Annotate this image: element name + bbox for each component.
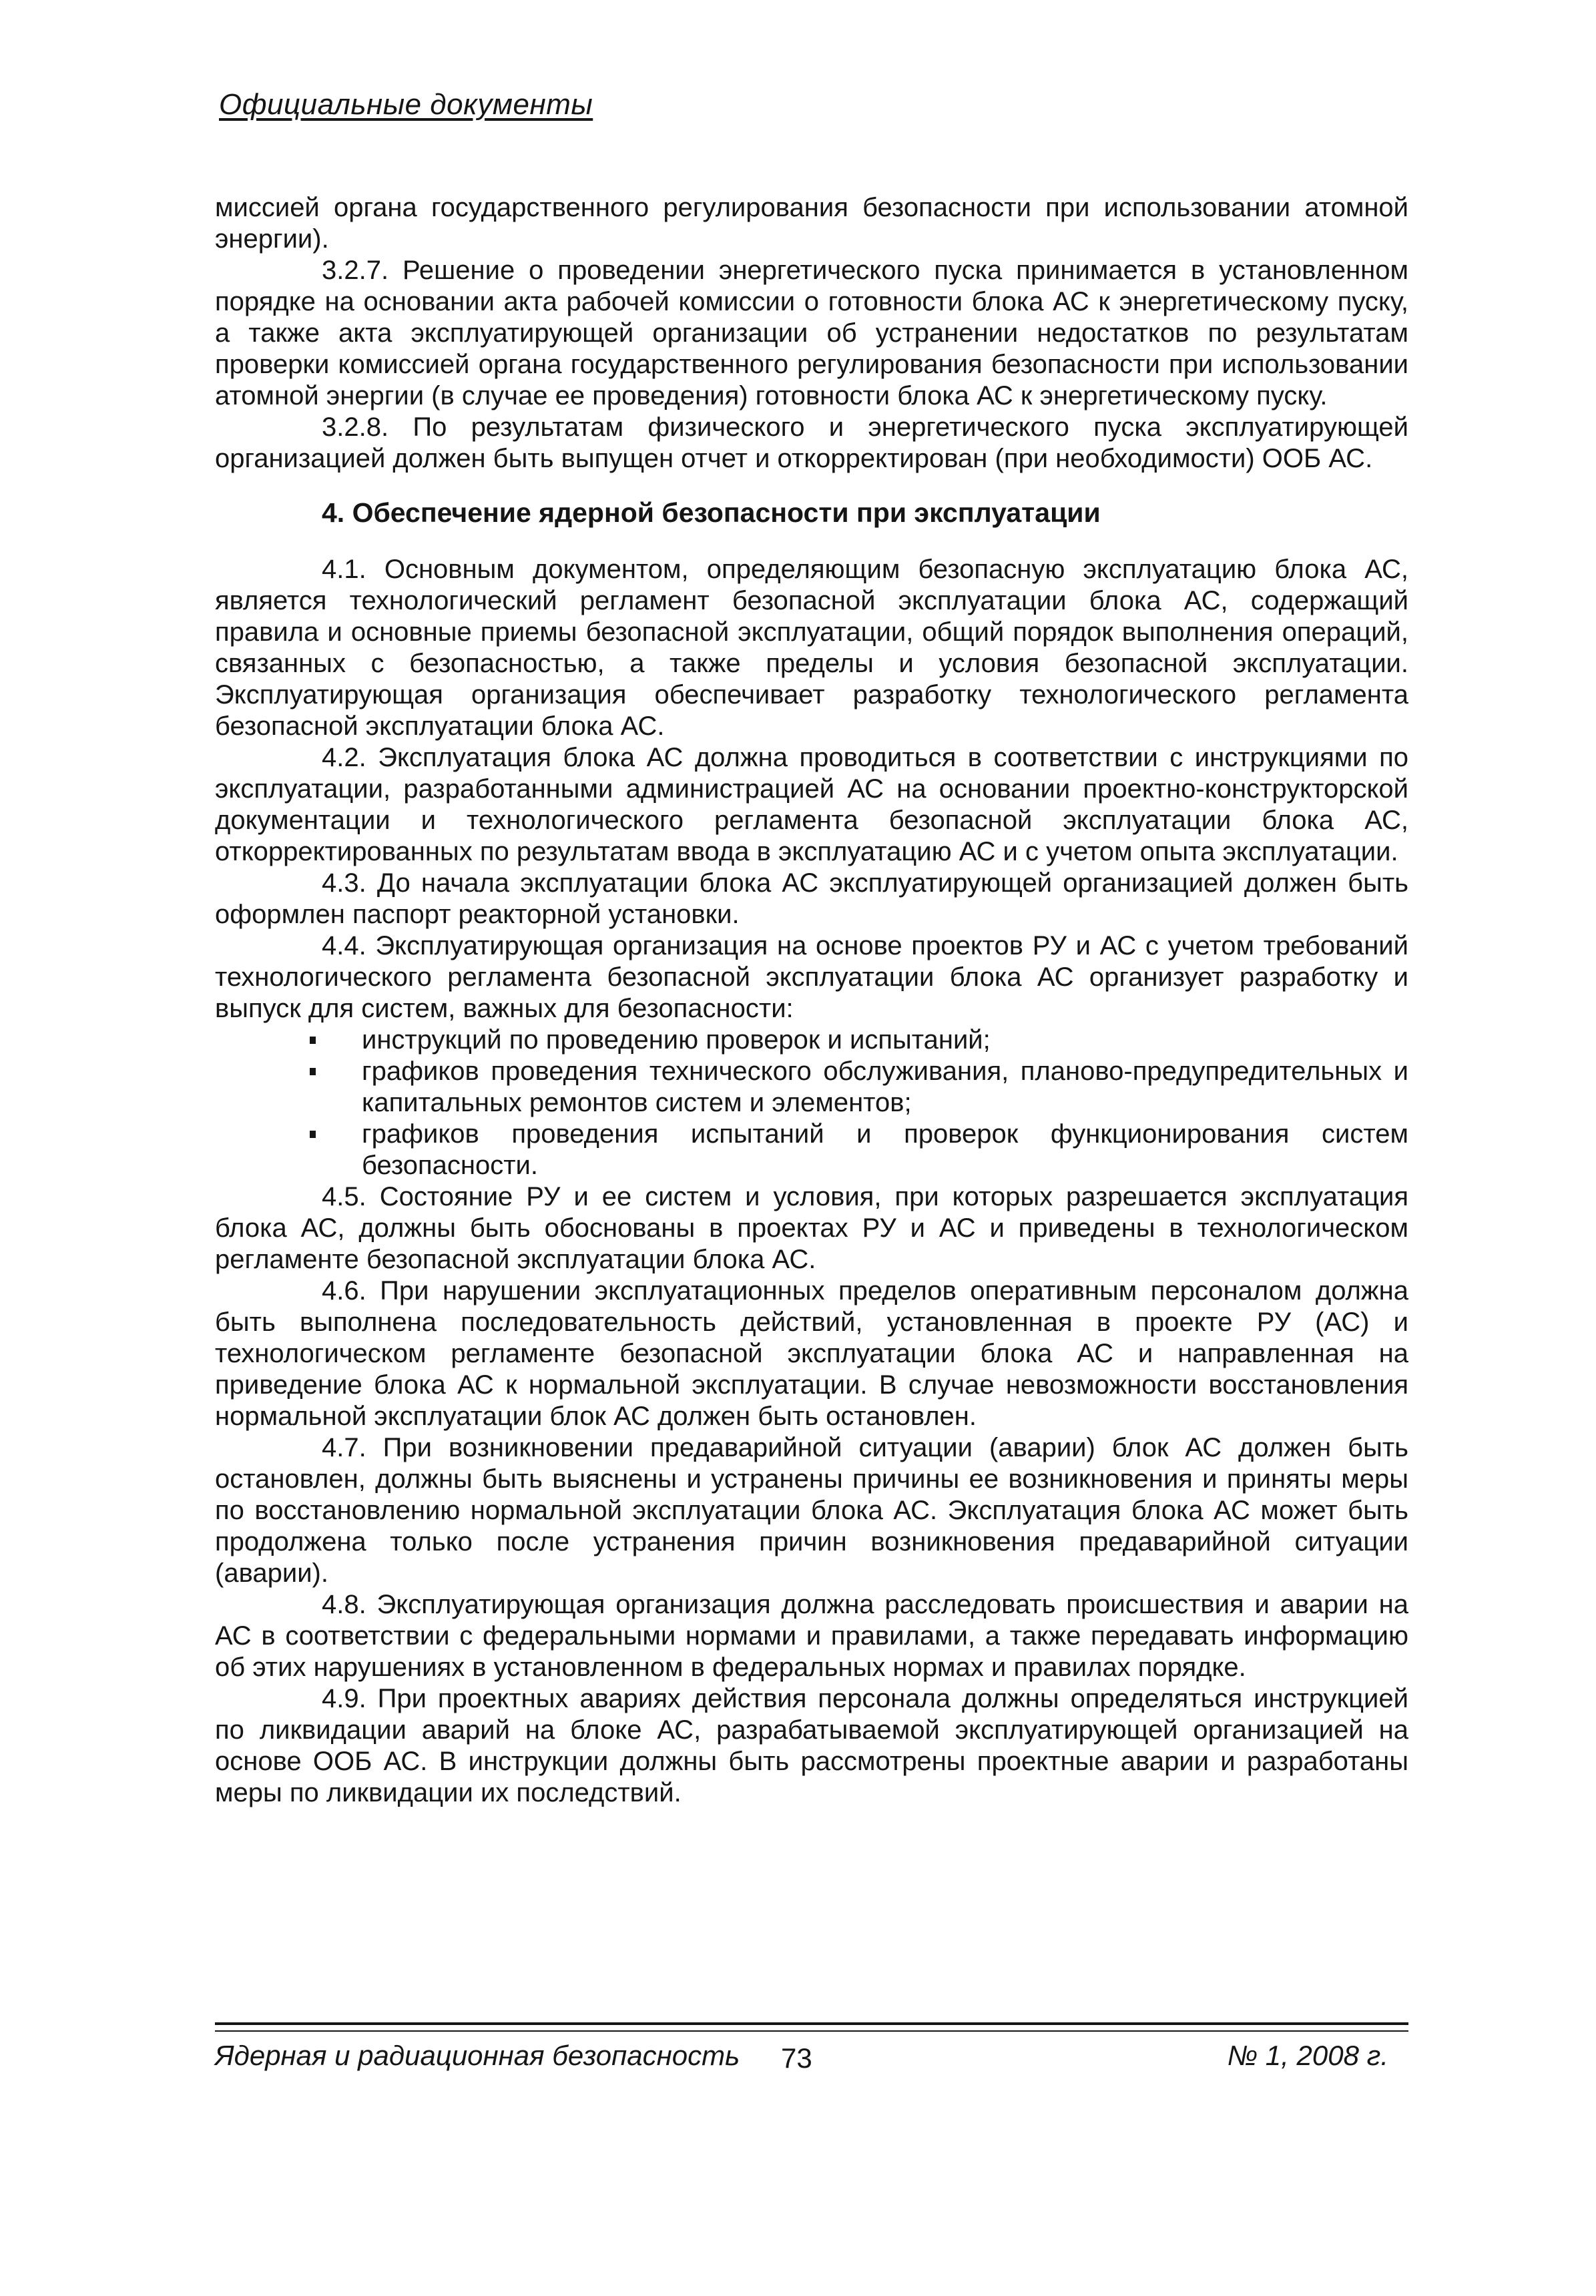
paragraph-3-2-7: 3.2.7. Решение о проведении энергетического пуска принимается в установленном порядке на основании акта рабочей комиссии о готовности блока АС к энергетическому пуску, а также акта эксплуатирующей организации об устранении недостатков по результатам проверки комиссией органа государственного регулирования безопасности при использовании атомной энергии (в случае ее проведения) готовности блока АС к энергетическому пуску. bbox=[215, 256, 1408, 410]
list-item bbox=[215, 1119, 1408, 1181]
footer-issue: № 1, 2008 г. bbox=[1227, 2040, 1388, 2071]
bullet-list bbox=[215, 1025, 1408, 1181]
square-bullet-icon bbox=[310, 1131, 316, 1138]
page-footer bbox=[215, 2022, 1408, 2080]
document-body bbox=[215, 192, 1408, 1809]
footer-row bbox=[215, 2040, 1408, 2080]
list-item bbox=[215, 1056, 1408, 1119]
list-item-text: инструкций по проведению проверок и испытаний; bbox=[362, 1025, 991, 1055]
paragraph-4-7: 4.7. При возникновении предаварийной ситуации (аварии) блок АС должен быть остановлен, должны быть выяснены и устранены причины ее возникновения и приняты меры по восстановлению нормальной эксплуатации блока АС. Эксплуатация блока АС может быть продолжена только после устранения причин возникновения предаварийной ситуации (аварии). bbox=[215, 1433, 1408, 1588]
running-header-title: Официальные документы bbox=[219, 88, 593, 121]
list-item-text: графиков проведения испытаний и проверок функционирования систем безопасности. bbox=[362, 1119, 1408, 1180]
paragraph-4-1: 4.1. Основным документом, определяющим безопасную эксплуатацию блока АС, является технологический регламент безопасной эксплуатации блока АС, содержащий правила и основные приемы безопасной эксплуатации, общий порядок выполнения операций, связанных с безопасностью, а также пределы и условия безопасной эксплуатации. Эксплуатирующая организация обеспечивает разработку технологического регламента безопасной эксплуатации блока АС. bbox=[215, 555, 1408, 741]
paragraph-4-9: 4.9. При проектных авариях действия персонала должны определяться инструкцией по ликвидации аварий на блоке АС, разрабатываемой эксплуатирующей организацией на основе ООБ АС. В инструкции должны быть рассмотрены проектные аварии и разработаны меры по ликвидации их последствий. bbox=[215, 1684, 1408, 1807]
list-item-text: графиков проведения технического обслуживания, планово-предупредительных и капитальных ремонтов систем и элементов; bbox=[362, 1057, 1408, 1117]
page-number: 73 bbox=[781, 2042, 812, 2074]
footer-rule-thin bbox=[215, 2030, 1408, 2032]
paragraph-4-8: 4.8. Эксплуатирующая организация должна расследовать происшествия и аварии на АС в соответствии с федеральными нормами и правилами, а также передавать информацию об этих нарушениях в установленном в федеральных нормах и правилах порядке. bbox=[215, 1590, 1408, 1682]
paragraph-4-3: 4.3. До начала эксплуатации блока АС эксплуатирующей организацией должен быть оформлен паспорт реакторной установки. bbox=[215, 868, 1408, 929]
paragraph-4-6: 4.6. При нарушении эксплуатационных пределов оперативным персоналом должна быть выполнена последовательность действий, установленная в проекте РУ (АС) и технологическом регламенте безопасной эксплуатации блока АС и направленная на приведение блока АС к нормальной эксплуатации. В случае невозможности восстановления нормальной эксплуатации блок АС должен быть остановлен. bbox=[215, 1276, 1408, 1431]
footer-journal-title: Ядерная и радиационная безопасность bbox=[215, 2040, 740, 2071]
paragraph-4-2: 4.2. Эксплуатация блока АС должна проводиться в соответствии с инструкциями по эксплуатации, разработанными администрацией АС на основании проектно-конструкторской документации и технологического регламента безопасной эксплуатации блока АС, откорректированных по результатам ввода в эксплуатацию АС и с учетом опыта эксплуатации. bbox=[215, 743, 1408, 866]
paragraph-4-5: 4.5. Состояние РУ и ее систем и условия, при которых разрешается эксплуатация блока АС, должны быть обоснованы в проектах РУ и АС и приведены в технологическом регламенте безопасной эксплуатации блока АС. bbox=[215, 1182, 1408, 1274]
section-heading: 4. Обеспечение ядерной безопасности при эксплуатации bbox=[322, 497, 1101, 528]
paragraph-continuation: миссией органа государственного регулирования безопасности при использовании атомной энергии). bbox=[215, 193, 1408, 254]
list-item bbox=[215, 1025, 1408, 1056]
paragraph-3-2-8: 3.2.8. По результатам физического и энергетического пуска эксплуатирующей организацией должен быть выпущен отчет и откорректирован (при необходимости) ООБ АС. bbox=[215, 412, 1408, 473]
square-bullet-icon bbox=[310, 1068, 316, 1075]
square-bullet-icon bbox=[310, 1037, 316, 1044]
paragraph-4-4: 4.4. Эксплуатирующая организация на основе проектов РУ и АС с учетом требований технологического регламента безопасной эксплуатации блока АС организует разработку и выпуск для систем, важных для безопасности: bbox=[215, 931, 1408, 1023]
footer-rule-thick bbox=[215, 2022, 1408, 2025]
